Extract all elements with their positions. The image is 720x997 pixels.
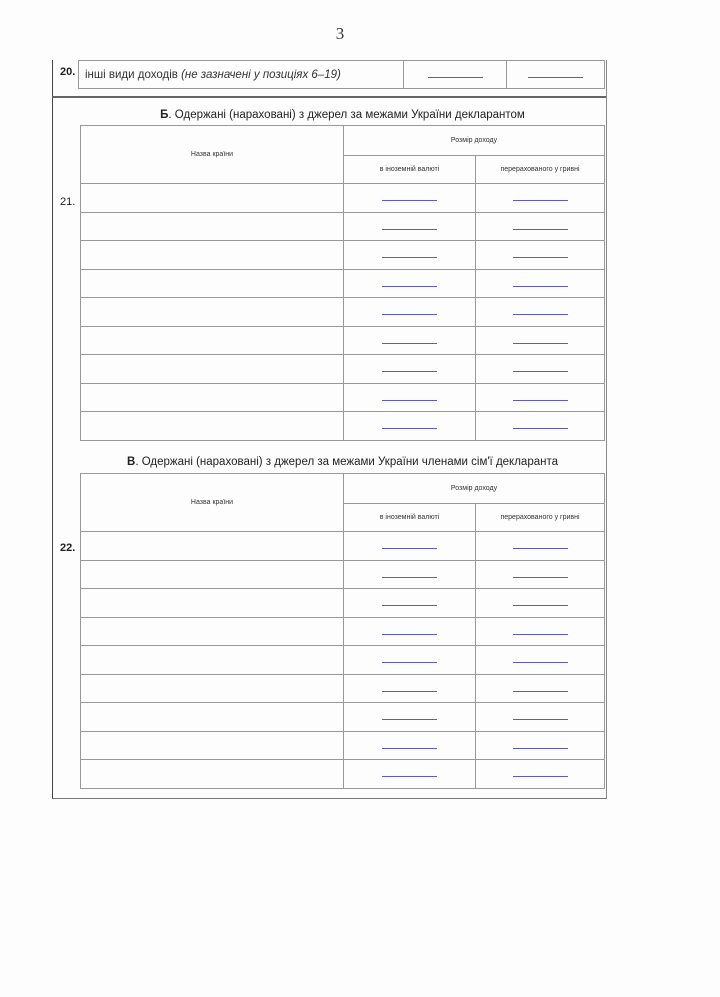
blank-dash [513, 719, 568, 720]
blank-dash [382, 691, 437, 692]
header-uah: перерахованого у гривні [476, 504, 605, 532]
table-row [81, 703, 605, 732]
uah-cell [476, 355, 605, 384]
header-country: Назва країни [81, 126, 344, 184]
row-20-foreign [404, 61, 507, 89]
uah-cell [476, 560, 605, 589]
table-row [81, 298, 605, 327]
blank-dash [513, 548, 568, 549]
uah-cell [476, 589, 605, 618]
uah-cell [476, 412, 605, 441]
blank-dash [513, 428, 568, 429]
blank-dash [382, 605, 437, 606]
header-foreign: в іноземній валюті [344, 156, 476, 184]
section-b-table [80, 125, 605, 441]
blank-dash [513, 691, 568, 692]
table-row [81, 241, 605, 270]
blank-dash [382, 577, 437, 578]
header-uah: перерахованого у гривні [476, 156, 605, 184]
uah-cell [476, 760, 605, 789]
table-row [81, 646, 605, 675]
blank-dash [382, 748, 437, 749]
divider [52, 96, 606, 98]
blank-dash [382, 428, 437, 429]
uah-cell [476, 646, 605, 675]
blank-dash [513, 662, 568, 663]
table-row [81, 617, 605, 646]
blank-dash [382, 776, 437, 777]
foreign-cell [344, 731, 476, 760]
country-cell [81, 760, 344, 789]
foreign-cell [344, 355, 476, 384]
table-row [81, 760, 605, 789]
table-row [81, 412, 605, 441]
uah-cell [476, 703, 605, 732]
foreign-cell [344, 383, 476, 412]
table-row [81, 560, 605, 589]
country-cell [81, 674, 344, 703]
blank-dash [382, 371, 437, 372]
blank-dash [513, 343, 568, 344]
row-20-uah [507, 61, 605, 89]
header-income-size: Розмір доходу [344, 126, 605, 156]
foreign-cell [344, 589, 476, 618]
uah-cell [476, 212, 605, 241]
table-row [81, 674, 605, 703]
blank-dash [382, 400, 437, 401]
blank-dash [513, 200, 568, 201]
blank-dash [513, 400, 568, 401]
country-cell [81, 184, 344, 213]
section-b-title: Б. Одержані (нараховані) з джерел за межами України декларантом [160, 109, 525, 121]
country-cell [81, 617, 344, 646]
table-row [81, 326, 605, 355]
table-row [81, 184, 605, 213]
row-20-label: інші види доходів (не зазначені у позиціях 6–19) [79, 61, 404, 89]
foreign-cell [344, 760, 476, 789]
header-income-size: Розмір доходу [344, 474, 605, 504]
uah-cell [476, 674, 605, 703]
row-22-number: 22. [60, 542, 76, 554]
foreign-cell [344, 674, 476, 703]
row-20-number: 20. [60, 66, 76, 78]
blank-dash [513, 229, 568, 230]
blank-dash [513, 776, 568, 777]
country-cell [81, 269, 344, 298]
country-cell [81, 560, 344, 589]
foreign-cell [344, 184, 476, 213]
blank-dash [382, 719, 437, 720]
uah-cell [476, 298, 605, 327]
blank-dash [382, 548, 437, 549]
country-cell [81, 532, 344, 561]
blank-dash [382, 662, 437, 663]
foreign-cell [344, 241, 476, 270]
foreign-cell [344, 646, 476, 675]
foreign-cell [344, 560, 476, 589]
foreign-cell [344, 212, 476, 241]
blank-dash [382, 314, 437, 315]
foreign-cell [344, 269, 476, 298]
uah-cell [476, 731, 605, 760]
foreign-cell [344, 412, 476, 441]
uah-cell [476, 383, 605, 412]
country-cell [81, 731, 344, 760]
uah-cell [476, 241, 605, 270]
country-cell [81, 589, 344, 618]
foreign-cell [344, 703, 476, 732]
country-cell [81, 703, 344, 732]
country-cell [81, 355, 344, 384]
section-v-title: В. Одержані (нараховані) з джерел за межами України членами сім'ї декларанта [127, 456, 558, 468]
uah-cell [476, 617, 605, 646]
blank-dash [513, 371, 568, 372]
blank-dash [382, 257, 437, 258]
row-21-number: 21. [60, 196, 76, 208]
blank-dash [382, 286, 437, 287]
country-cell [81, 298, 344, 327]
table-row [81, 532, 605, 561]
header-foreign: в іноземній валюті [344, 504, 476, 532]
country-cell [81, 241, 344, 270]
blank-dash [513, 286, 568, 287]
page-number: 3 [335, 24, 345, 43]
foreign-cell [344, 617, 476, 646]
row-20-table [78, 60, 605, 89]
country-cell [81, 383, 344, 412]
uah-cell [476, 532, 605, 561]
country-cell [81, 212, 344, 241]
table-row [81, 589, 605, 618]
blank-dash [513, 314, 568, 315]
country-cell [81, 412, 344, 441]
blank-dash [513, 634, 568, 635]
table-row [81, 383, 605, 412]
header-country: Назва країни [81, 474, 344, 532]
table-row [81, 731, 605, 760]
blank-dash [382, 200, 437, 201]
blank-dash [513, 257, 568, 258]
foreign-cell [344, 298, 476, 327]
table-row [81, 355, 605, 384]
foreign-cell [344, 326, 476, 355]
country-cell [81, 646, 344, 675]
foreign-cell [344, 532, 476, 561]
table-row [81, 212, 605, 241]
blank-dash [513, 605, 568, 606]
uah-cell [476, 184, 605, 213]
uah-cell [476, 326, 605, 355]
blank-dash [513, 577, 568, 578]
blank-dash [382, 229, 437, 230]
uah-cell [476, 269, 605, 298]
section-v-table [80, 473, 605, 789]
country-cell [81, 326, 344, 355]
table-row [81, 269, 605, 298]
blank-dash [382, 634, 437, 635]
blank-dash [382, 343, 437, 344]
blank-dash [513, 748, 568, 749]
